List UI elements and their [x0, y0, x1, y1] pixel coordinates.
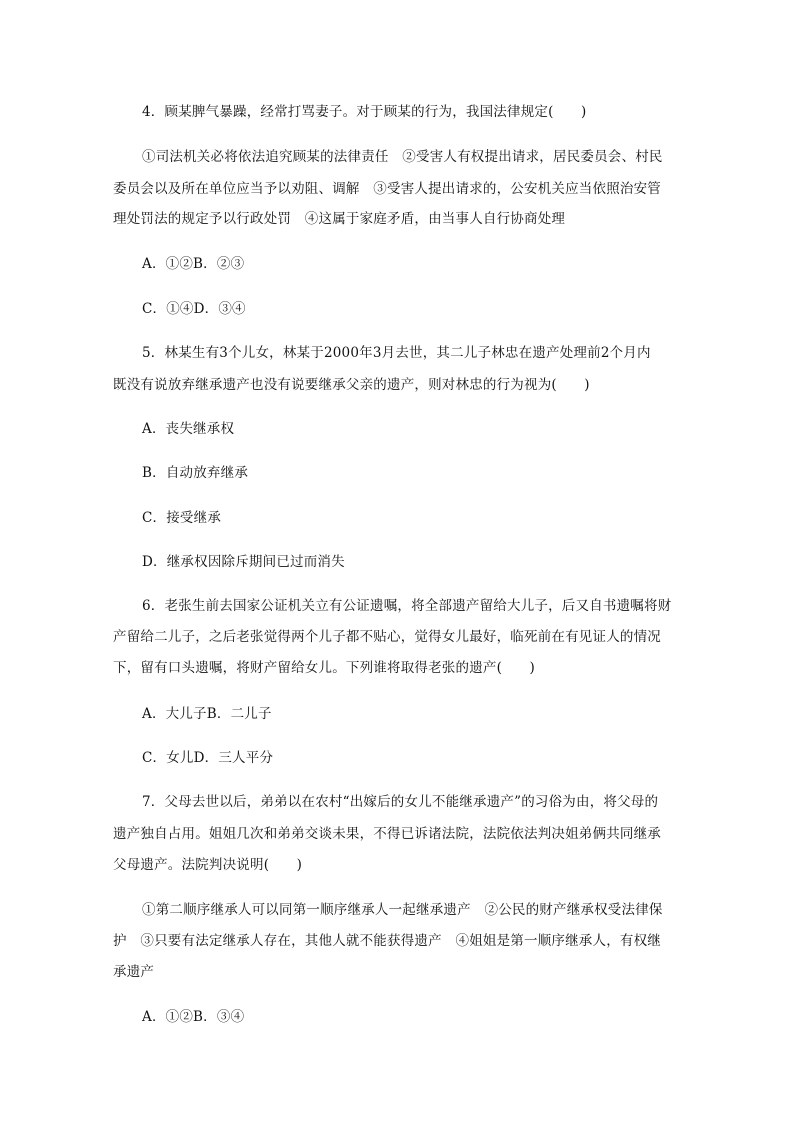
question-5-option: D．继承权因除斥期间已过而消失: [142, 554, 345, 570]
question-7-option: A．①②B．③④: [142, 1009, 245, 1025]
question-4-option: A．①②B．②③: [142, 256, 245, 272]
question-4-option: C．①④D．③④: [142, 301, 246, 317]
question-7-stem: 父母遗产。法院判决说明( ): [113, 857, 303, 873]
question-6-option: A．大儿子B．二儿子: [142, 706, 272, 722]
question-7-statements: 承遗产: [113, 964, 155, 980]
question-7-statements: ①第二顺序继承人可以同第一顺序继承人一起继承遗产 ②公民的财产继承权受法律保: [142, 902, 663, 918]
question-5-option: A．丧失继承权: [142, 421, 235, 437]
question-7-stem: 7．父母去世以后，弟弟以在农村“出嫁后的女儿不能继承遗产”的习俗为由，将父母的: [142, 794, 659, 810]
question-7-statements: 护 ③只要有法定继承人存在，其他人就不能获得遗产 ④姐姐是第一顺序继承人，有权继: [113, 933, 661, 949]
question-5-stem: 5．林某生有3个儿女，林某于2000年3月去世，其二儿子林忠在遗产处理前2个月内: [142, 345, 651, 361]
question-5-stem: 既没有说放弃继承遗产也没有说要继承父亲的遗产，则对林忠的行为视为( ): [113, 377, 590, 393]
question-4-statements: 理处罚法的规定予以行政处罚 ④这属于家庭矛盾，由当事人自行协商处理: [113, 211, 566, 227]
question-4-statements: ①司法机关必将依法追究顾某的法律责任 ②受害人有权提出请求，居民委员会、村民: [142, 149, 663, 165]
question-4-stem: 4．顾某脾气暴躁，经常打骂妻子。对于顾某的行为，我国法律规定( ): [142, 104, 587, 120]
question-5-option: C．接受继承: [142, 510, 222, 526]
question-6-option: C．女儿D．三人平分: [142, 750, 274, 766]
question-4-statements: 委员会以及所在单位应当予以劝阻、调解 ③受害人提出请求的，公安机关应当依照治安管: [113, 181, 661, 197]
question-6-stem: 下，留有口头遗嘱，将财产留给女儿。下列谁将取得老张的遗产( ): [113, 660, 535, 676]
question-6-stem: 产留给二儿子，之后老张觉得两个儿子都不贴心，觉得女儿最好，临死前在有见证人的情况: [113, 629, 661, 645]
question-7-stem: 遗产独自占用。姐姐几次和弟弟交谈未果，不得已诉诸法院，法院依法判决姐弟俩共同继承: [113, 826, 661, 842]
question-6-stem: 6．老张生前去国家公证机关立有公证遗嘱，将全部遗产留给大儿子，后又自书遗嘱将财: [142, 598, 672, 614]
question-5-option: B．自动放弃继承: [142, 465, 249, 481]
